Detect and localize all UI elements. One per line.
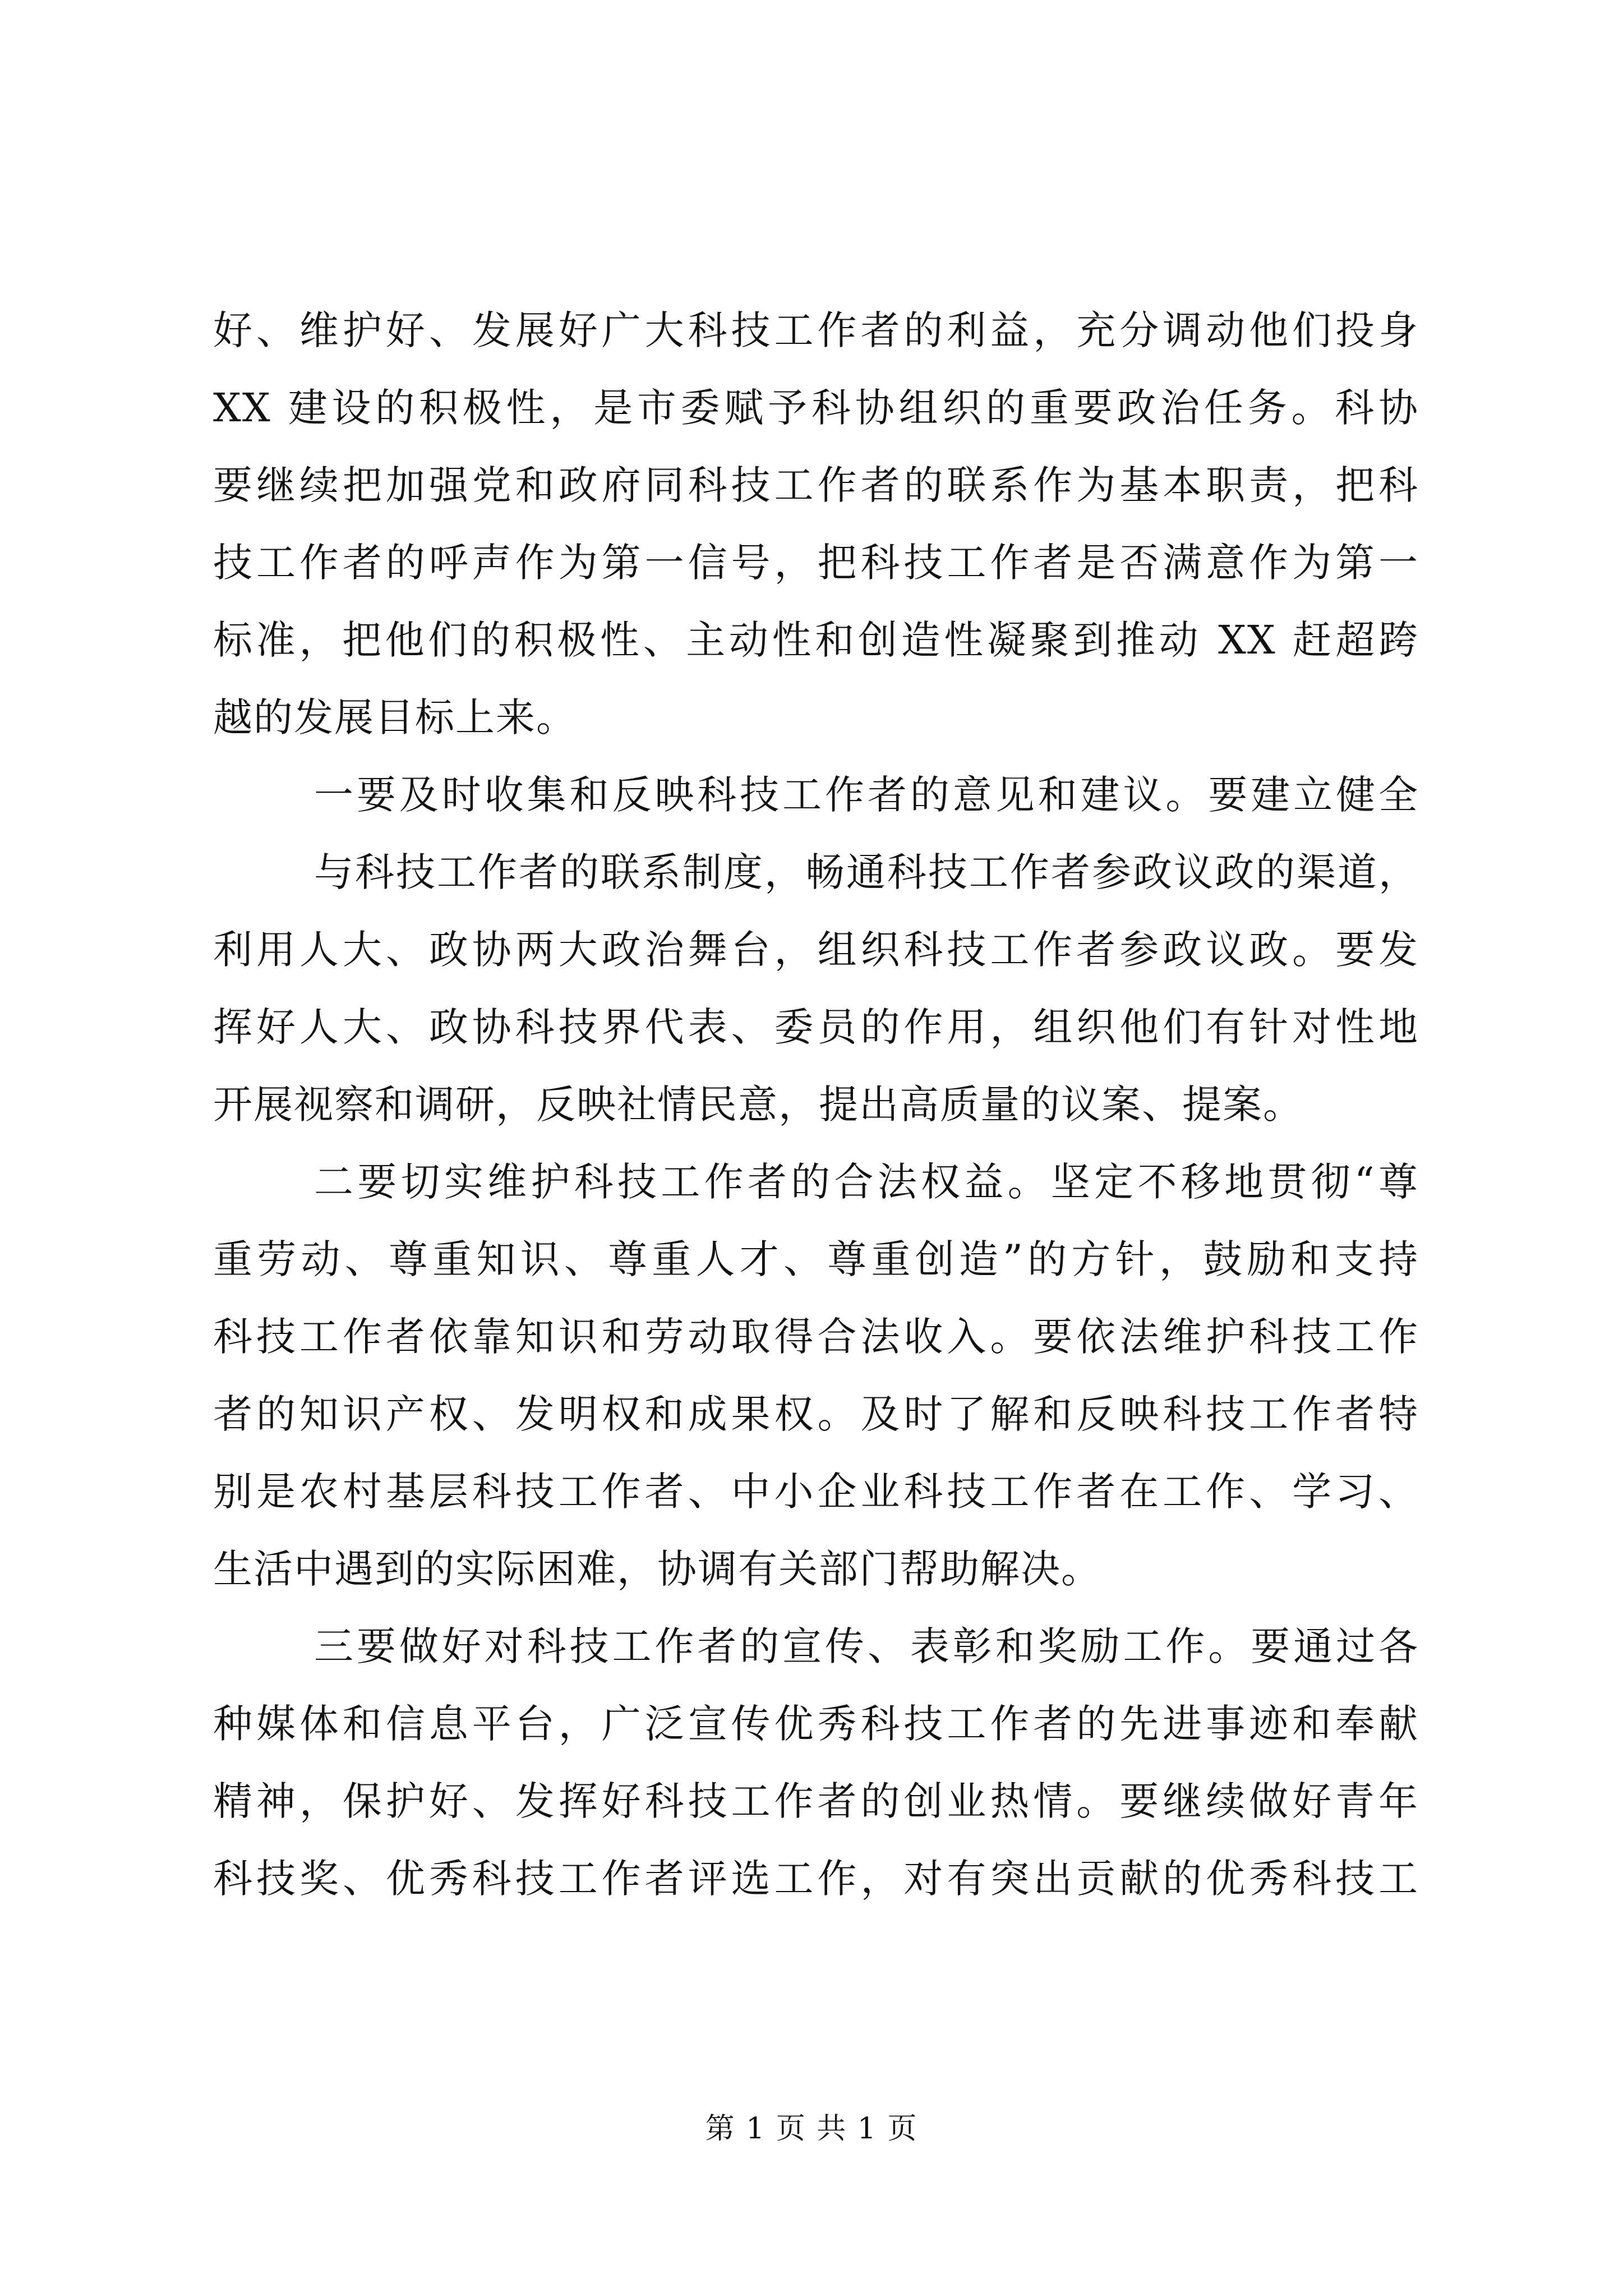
text-line: 标准，把他们的积极性、主动性和创造性凝聚到推动 XX 赶超跨 xyxy=(213,617,1419,663)
paragraph-first-line: 三要做好对科技工作者的宣传、表彰和奖励工作。要通过各 xyxy=(314,1623,1419,1669)
page-footer: 第 1 页 共 1 页 xyxy=(705,2112,918,2146)
text-line: 种媒体和信息平台，广泛宣传优秀科技工作者的先进事迹和奉献 xyxy=(213,1701,1419,1747)
paragraph-first-line: 一要及时收集和反映科技工作者的意见和建议。要建立健全 xyxy=(314,772,1419,818)
text-line: 越的发展目标上来。 xyxy=(213,694,577,740)
text-line: XX 建设的积极性，是市委赋予科协组织的重要政治任务。科协 xyxy=(213,385,1419,431)
text-line: 挥好人大、政协科技界代表、委员的作用，组织他们有针对性地 xyxy=(213,1004,1419,1050)
text-line: 重劳动、尊重知识、尊重人才、尊重创造”的方针，鼓励和支持 xyxy=(213,1236,1419,1282)
document-body xyxy=(213,292,1419,1917)
text-line: 好、维护好、发展好广大科技工作者的利益，充分调动他们投身 xyxy=(213,307,1419,353)
text-line: 技工作者的呼声作为第一信号，把科技工作者是否满意作为第一 xyxy=(213,540,1419,586)
text-line: 科技工作者依靠知识和劳动取得合法收入。要依法维护科技工作 xyxy=(213,1314,1419,1360)
text-line: 者的知识产权、发明权和成果权。及时了解和反映科技工作者特 xyxy=(213,1391,1419,1437)
text-line: 生活中遇到的实际困难，协调有关部门帮助解决。 xyxy=(213,1546,1101,1592)
paragraph-first-line: 二要切实维护科技工作者的合法权益。坚定不移地贯彻“尊 xyxy=(314,1159,1419,1205)
text-line: 与科技工作者的联系制度，畅通科技工作者参政议政的渠道， xyxy=(314,849,1419,895)
text-line: 利用人大、政协两大政治舞台，组织科技工作者参政议政。要发 xyxy=(213,927,1419,973)
text-line: 开展视察和调研，反映社情民意，提出高质量的议案、提案。 xyxy=(213,1082,1303,1128)
text-line: 要继续把加强党和政府同科技工作者的联系作为基本职责，把科 xyxy=(213,462,1419,508)
text-line: 别是农村基层科技工作者、中小企业科技工作者在工作、学习、 xyxy=(213,1469,1419,1515)
text-line: 科技奖、优秀科技工作者评选工作，对有突出贡献的优秀科技工 xyxy=(213,1856,1419,1902)
text-line: 精神，保护好、发挥好科技工作者的创业热情。要继续做好青年 xyxy=(213,1778,1419,1824)
